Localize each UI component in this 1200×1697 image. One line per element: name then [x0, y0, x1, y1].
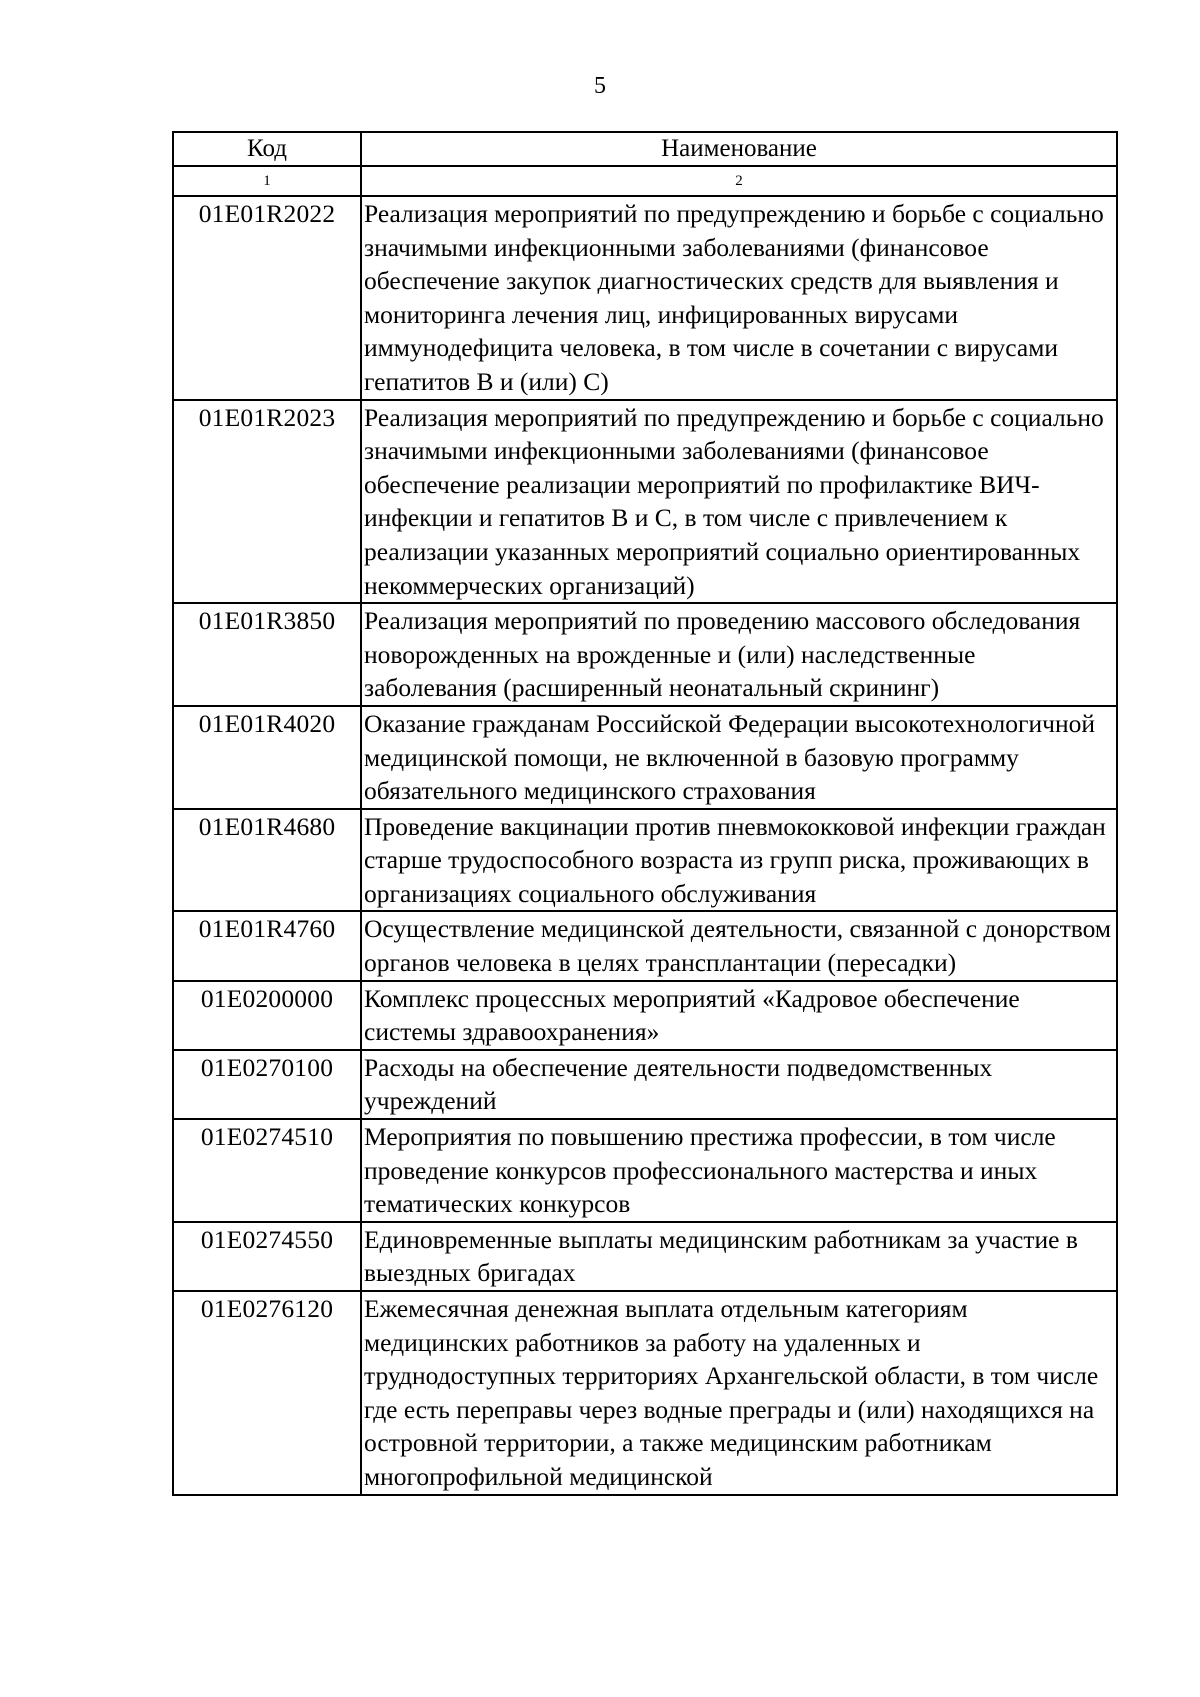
table-row: [173, 809, 1117, 912]
column-number-row: [173, 166, 1117, 196]
table-row: [173, 1291, 1117, 1495]
table-header-row: [173, 132, 1117, 166]
row-code: 01Е0274510: [173, 1119, 361, 1222]
row-code: 01Е01R3850: [173, 603, 361, 706]
row-name: Реализация мероприятий по проведению массового обследования новорожденных на врожденные и (или) наследственные заболевания (расширенный неонатальный скрининг): [361, 603, 1117, 706]
row-name: Ежемесячная денежная выплата отдельным категориям медицинских работников за работу на удаленных и труднодоступных территориях Архангельской области, в том числе где есть переправы через водные преграды и (или) находящихся на островной территории, а также медицинским работникам многопрофильной медицинской: [361, 1291, 1117, 1495]
header-code: Код: [173, 132, 361, 166]
row-code: 01Е0200000: [173, 981, 361, 1050]
row-code: 01Е01R4020: [173, 706, 361, 809]
row-name: Комплекс процессных мероприятий «Кадровое обеспечение системы здравоохранения»: [361, 981, 1117, 1050]
row-code: 01Е0276120: [173, 1291, 361, 1495]
row-code: 01Е01R2023: [173, 400, 361, 604]
row-name: Осуществление медицинской деятельности, связанной с донорством органов человека в целях трансплантации (пересадки): [361, 911, 1117, 980]
row-code: 01Е0274550: [173, 1222, 361, 1291]
table-row: [173, 400, 1117, 604]
column-number-code: 1: [173, 166, 361, 196]
row-code: 01Е01R4760: [173, 911, 361, 980]
column-number-name: 2: [361, 166, 1117, 196]
header-name: Наименование: [361, 132, 1117, 166]
budget-code-table: [172, 131, 1118, 1496]
table-row: [173, 1050, 1117, 1119]
table-row: [173, 603, 1117, 706]
row-name: Расходы на обеспечение деятельности подведомственных учреждений: [361, 1050, 1117, 1119]
table-row: [173, 1119, 1117, 1222]
row-code: 01Е01R4680: [173, 809, 361, 912]
row-name: Реализация мероприятий по предупреждению и борьбе с социально значимыми инфекционными заболеваниями (финансовое обеспечение реализации мероприятий по профилактике ВИЧ-инфекции и гепатитов В и С, в том числе с привлечением к реализации указанных мероприятий социально ориентированных некоммерческих организаций): [361, 400, 1117, 604]
row-name: Реализация мероприятий по предупреждению и борьбе с социально значимыми инфекционными заболеваниями (финансовое обеспечение закупок диагностических средств для выявления и мониторинга лечения лиц, инфицированных вирусами иммунодефицита человека, в том числе в сочетании с вирусами гепатитов В и (или) С): [361, 196, 1117, 400]
row-code: 01Е0270100: [173, 1050, 361, 1119]
table-row: [173, 706, 1117, 809]
row-name: Мероприятия по повышению престижа профессии, в том числе проведение конкурсов профессионального мастерства и иных тематических конкурсов: [361, 1119, 1117, 1222]
table-row: [173, 196, 1117, 400]
page-number: 5: [594, 73, 606, 99]
row-name: Проведение вакцинации против пневмококковой инфекции граждан старше трудоспособного возраста из групп риска, проживающих в организациях социального обслуживания: [361, 809, 1117, 912]
table-row: [173, 911, 1117, 980]
table-row: [173, 1222, 1117, 1291]
row-code: 01Е01R2022: [173, 196, 361, 400]
row-name: Оказание гражданам Российской Федерации высокотехнологичной медицинской помощи, не включенной в базовую программу обязательного медицинского страхования: [361, 706, 1117, 809]
row-name: Единовременные выплаты медицинским работникам за участие в выездных бригадах: [361, 1222, 1117, 1291]
table-row: [173, 981, 1117, 1050]
